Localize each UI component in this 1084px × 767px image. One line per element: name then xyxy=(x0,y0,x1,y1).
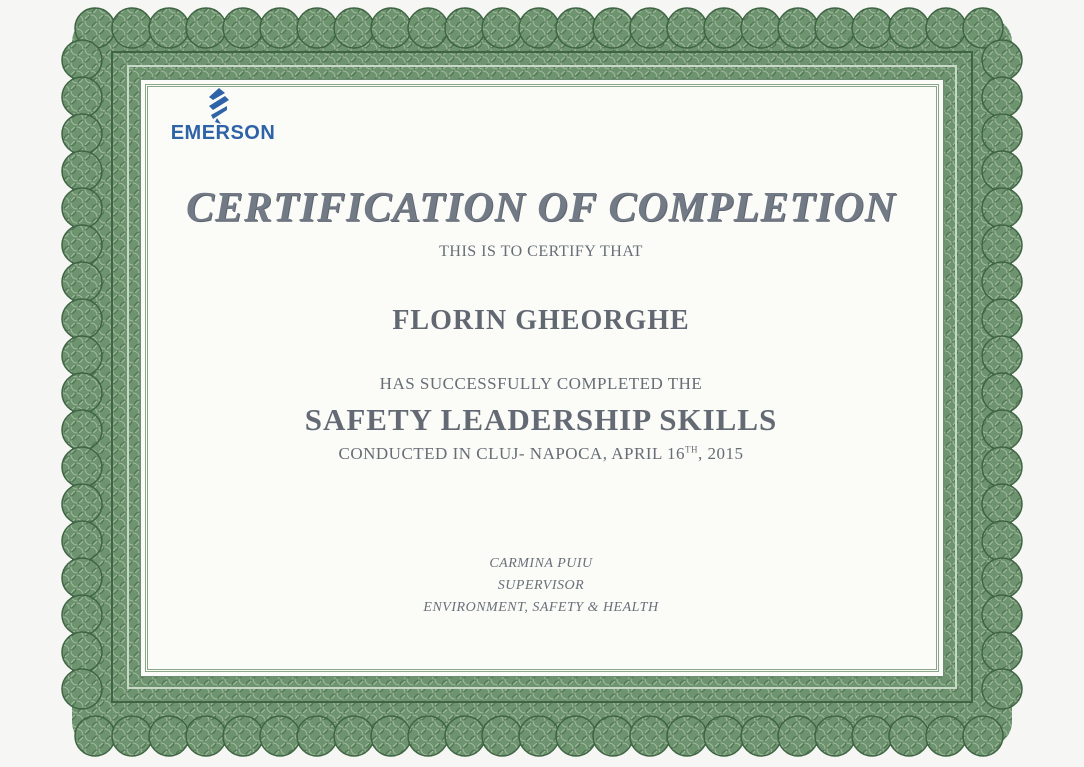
border-scallop xyxy=(982,669,1022,709)
border-scallop xyxy=(982,558,1022,598)
border-scallop xyxy=(62,484,102,524)
border-scallop xyxy=(982,410,1022,450)
border-scallop xyxy=(408,8,448,48)
border-scallop xyxy=(889,8,929,48)
border-scallop xyxy=(371,8,411,48)
conducted-prefix: CONDUCTED IN CLUJ- NAPOCA, APRIL 16 xyxy=(338,444,685,463)
border-scallop xyxy=(982,595,1022,635)
border-scallop xyxy=(62,262,102,302)
border-scallop xyxy=(982,632,1022,672)
recipient-name: FLORIN GHEORGHE xyxy=(392,305,690,336)
border-scallop xyxy=(62,336,102,376)
border-scallop xyxy=(408,716,448,756)
border-scallop xyxy=(297,716,337,756)
border-scallop xyxy=(556,8,596,48)
border-scallop xyxy=(889,716,929,756)
signatory-name: CARMINA PUIU xyxy=(489,556,593,571)
border-scallop xyxy=(62,299,102,339)
conducted-year: , 2015 xyxy=(698,444,744,463)
border-scallop xyxy=(149,716,189,756)
signatory-role: SUPERVISOR xyxy=(497,578,585,593)
border-scallop xyxy=(667,716,707,756)
certify-line: THIS IS TO CERTIFY THAT xyxy=(439,243,643,260)
certificate-title: CERTIFICATION OF COMPLETION xyxy=(185,185,897,231)
border-scallop xyxy=(704,716,744,756)
border-scallop xyxy=(982,521,1022,561)
border-scallop xyxy=(62,77,102,117)
border-scallop xyxy=(556,716,596,756)
border-scallop xyxy=(62,595,102,635)
border-scallop xyxy=(62,521,102,561)
border-scallop xyxy=(371,716,411,756)
border-scallop xyxy=(186,716,226,756)
border-scallop xyxy=(62,632,102,672)
border-scallop xyxy=(982,373,1022,413)
border-scallop xyxy=(741,8,781,48)
border-scallop xyxy=(982,225,1022,265)
border-scallop xyxy=(982,336,1022,376)
border-scallop xyxy=(112,8,152,48)
border-scallop xyxy=(630,8,670,48)
logo-text: EMERSON xyxy=(170,122,276,144)
border-scallop xyxy=(62,447,102,487)
border-scallop xyxy=(926,8,966,48)
border-scallop xyxy=(334,8,374,48)
border-scallop xyxy=(982,299,1022,339)
date-ordinal: TH xyxy=(685,444,698,455)
border-scallop xyxy=(482,8,522,48)
border-scallop xyxy=(593,8,633,48)
border-scallop xyxy=(630,716,670,756)
border-scallop xyxy=(62,188,102,228)
border-scallop xyxy=(982,77,1022,117)
border-scallop xyxy=(75,716,115,756)
border-scallop xyxy=(982,447,1022,487)
border-scallop xyxy=(149,8,189,48)
border-scallop xyxy=(62,669,102,709)
border-scallop xyxy=(260,8,300,48)
emerson-logo xyxy=(158,88,288,150)
border-scallop xyxy=(519,716,559,756)
border-scallop xyxy=(926,716,966,756)
border-scallop xyxy=(778,716,818,756)
border-scallop xyxy=(62,373,102,413)
border-scallop xyxy=(445,8,485,48)
border-scallop xyxy=(593,716,633,756)
border-scallop xyxy=(223,8,263,48)
border-scallop xyxy=(982,188,1022,228)
border-scallop xyxy=(62,225,102,265)
border-scallop xyxy=(741,716,781,756)
border-scallop xyxy=(778,8,818,48)
border-scallop xyxy=(982,151,1022,191)
border-scallop xyxy=(223,716,263,756)
border-scallop xyxy=(482,716,522,756)
conducted-line xyxy=(140,444,942,464)
border-scallop xyxy=(62,410,102,450)
border-scallop xyxy=(982,262,1022,302)
border-scallop xyxy=(62,151,102,191)
border-scallop xyxy=(297,8,337,48)
border-scallop xyxy=(704,8,744,48)
border-scallop xyxy=(260,716,300,756)
border-scallop xyxy=(852,716,892,756)
course-name: SAFETY LEADERSHIP SKILLS xyxy=(304,402,778,437)
completed-line: HAS SUCCESSFULLY COMPLETED THE xyxy=(379,374,703,393)
border-scallop xyxy=(334,716,374,756)
border-scallop xyxy=(982,114,1022,154)
border-scallop xyxy=(62,114,102,154)
border-scallop xyxy=(852,8,892,48)
emerson-logo-icon xyxy=(205,88,231,124)
border-scallop xyxy=(62,40,102,80)
border-scallop xyxy=(815,8,855,48)
border-scallop xyxy=(667,8,707,48)
border-scallop xyxy=(62,558,102,598)
border-scallop xyxy=(112,716,152,756)
border-scallop xyxy=(982,40,1022,80)
signatory-department: ENVIRONMENT, SAFETY & HEALTH xyxy=(423,600,659,615)
border-scallop xyxy=(519,8,559,48)
border-scallop xyxy=(186,8,226,48)
border-scallop xyxy=(963,716,1003,756)
border-scallop xyxy=(815,716,855,756)
border-scallop xyxy=(982,484,1022,524)
border-scallop xyxy=(445,716,485,756)
